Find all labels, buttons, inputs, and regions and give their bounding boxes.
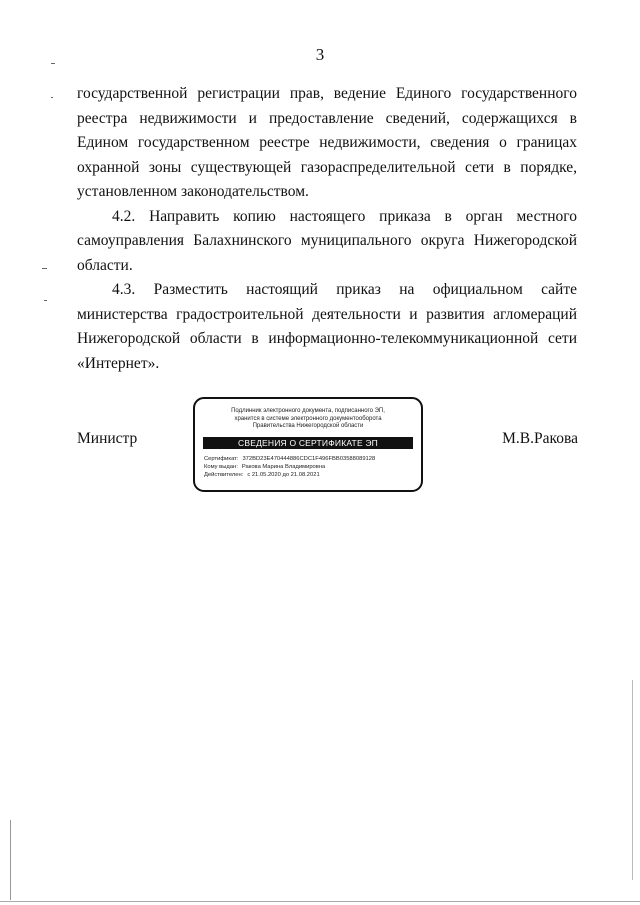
electronic-signature-stamp xyxy=(193,397,423,492)
stamp-certificate-row xyxy=(204,455,421,463)
stamp-heading-line: Подлинник электронного документа, подписанного ЭП, xyxy=(231,408,385,414)
certificate-value: 372BD23E470444886CDC1F496FBB03588089128 xyxy=(242,455,376,462)
stamp-heading xyxy=(195,408,421,431)
valid-value: с 21.05.2020 до 21.08.2021 xyxy=(247,471,320,478)
signer-title: Министр xyxy=(77,430,138,447)
margin-mark xyxy=(44,300,47,301)
scan-edge-line xyxy=(0,901,640,902)
document-body xyxy=(77,82,577,376)
page-number: 3 xyxy=(315,45,325,64)
stamp-heading-line: хранится в системе электронного документооборота xyxy=(234,415,382,422)
issued-to-value: Ракова Марина Владимировна xyxy=(241,463,326,470)
valid-label: Действителен: xyxy=(204,471,244,478)
margin-mark xyxy=(51,97,53,98)
scan-edge-line xyxy=(10,820,11,900)
certificate-label: Сертификат: xyxy=(204,455,239,462)
paragraph-4-2: 4.2. Направить копию настоящего приказа в орган местного самоуправления Балахнинского муниципального округа Нижегородской области. xyxy=(77,207,577,274)
margin-mark xyxy=(42,268,47,269)
stamp-heading-line: Правительства Нижегородской области xyxy=(252,423,364,429)
paragraph-continuation: государственной регистрации прав, ведение Единого государственного реестра недвижимости и предоставление сведений, содержащихся в Едином государственном реестре недвижимости, сведения о границах охранной зоны существующей газораспределительной сети в порядке, установленном законодательством. xyxy=(77,85,577,200)
stamp-certificate-header: СВЕДЕНИЯ О СЕРТИФИКАТЕ ЭП xyxy=(203,437,413,449)
issued-to-label: Кому выдан: xyxy=(204,463,238,470)
scan-edge-line xyxy=(632,680,633,880)
stamp-issued-to-row xyxy=(204,463,421,471)
paragraph-4-3: 4.3. Разместить настоящий приказ на официальном сайте министерства градостроительной деятельности и развития агломераций Нижегородской области в информационно-телекоммуникационной сети «Интернет». xyxy=(77,281,577,372)
margin-mark xyxy=(51,63,55,64)
signer-name: М.В.Ракова xyxy=(502,430,578,447)
stamp-valid-row xyxy=(204,471,421,479)
stamp-details xyxy=(204,455,421,479)
